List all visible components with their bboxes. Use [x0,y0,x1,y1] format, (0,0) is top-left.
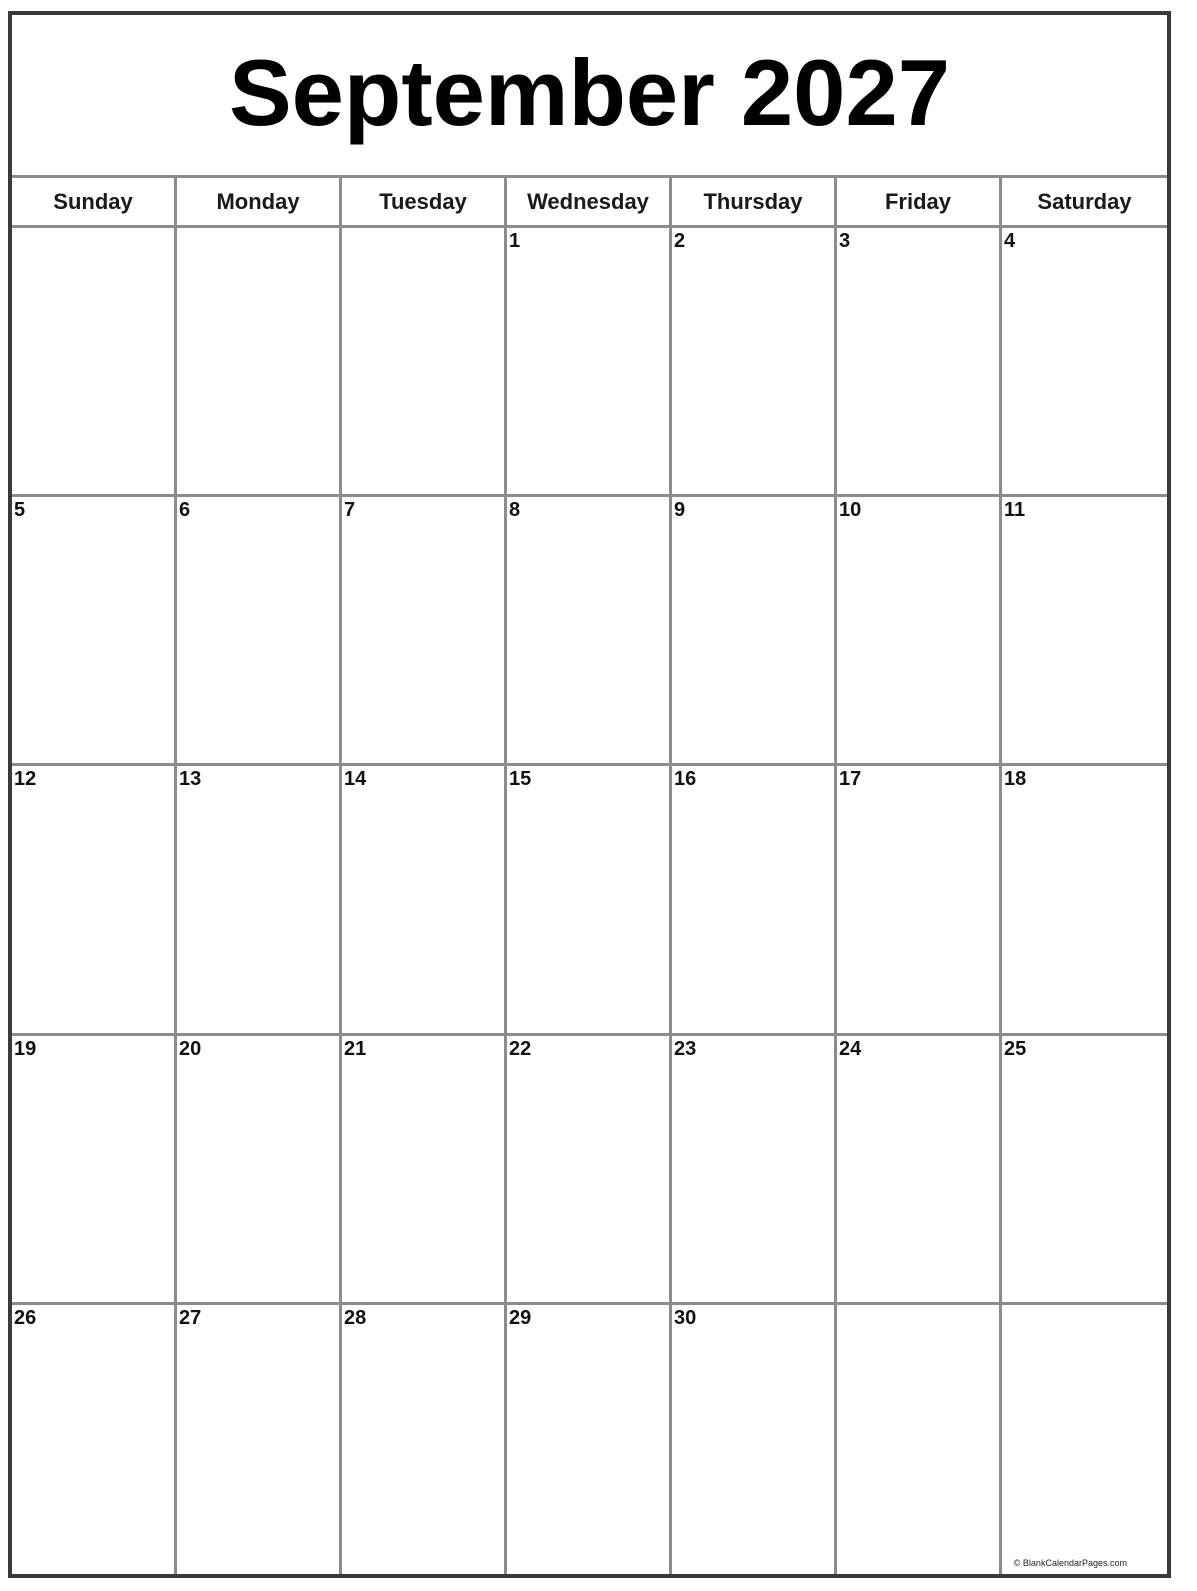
day-cell [12,1036,177,1305]
day-number: 26 [14,1306,37,1329]
day-number: 27 [179,1306,202,1329]
day-cell [672,228,837,497]
day-number: 28 [344,1306,367,1329]
day-cell [507,497,672,766]
day-cell [837,228,1002,497]
empty-day-cell [1002,1305,1167,1574]
day-cell [177,766,342,1035]
day-number: 16 [674,768,697,791]
day-cell [342,497,507,766]
day-cell [342,766,507,1035]
day-cell [12,497,177,766]
day-number: 25 [1004,1037,1027,1060]
day-cell [1002,766,1167,1035]
day-cell [1002,228,1167,497]
day-number: 17 [839,768,862,791]
day-cell [12,1305,177,1574]
day-number: 15 [509,768,532,791]
weekday-header-friday: Friday [837,178,1002,228]
day-number: 1 [509,230,521,252]
weekday-header-saturday: Saturday [1002,178,1167,228]
day-number: 19 [14,1037,37,1060]
weekday-header-monday: Monday [177,178,342,228]
day-cell [837,766,1002,1035]
day-number: 13 [179,768,202,791]
day-number: 22 [509,1037,532,1060]
day-number: 12 [14,768,37,791]
day-number: 14 [344,768,367,791]
empty-day-cell [342,228,507,497]
day-cell [507,1036,672,1305]
day-cell [1002,1036,1167,1305]
day-number: 6 [179,499,191,522]
calendar [8,11,1171,1578]
day-cell [177,1036,342,1305]
day-cell [342,1305,507,1574]
calendar-title: September 2027 [228,40,951,145]
title-bar [12,15,1167,178]
weekday-header-wednesday: Wednesday [507,178,672,228]
day-cell [12,766,177,1035]
weekday-header-tuesday: Tuesday [342,178,507,228]
day-cell [672,1305,837,1574]
day-number: 21 [344,1037,367,1060]
day-cell [837,497,1002,766]
calendar-grid [12,178,1167,1574]
day-cell [837,1036,1002,1305]
day-cell [507,766,672,1035]
day-cell [342,1036,507,1305]
day-number: 5 [14,499,26,522]
credit-text: © BlankCalendarPages.com [1013,1558,1127,1568]
day-number: 3 [839,230,851,252]
day-cell [177,497,342,766]
empty-day-cell [177,228,342,497]
day-cell [1002,497,1167,766]
empty-day-cell [12,228,177,497]
day-number: 24 [839,1037,862,1060]
day-cell [507,228,672,497]
day-number: 20 [179,1037,202,1060]
day-cell [672,766,837,1035]
day-number: 2 [674,230,686,252]
day-number: 9 [674,499,686,522]
day-number: 30 [674,1306,697,1329]
day-cell [177,1305,342,1574]
day-number: 23 [674,1037,697,1060]
day-cell [672,497,837,766]
day-number: 8 [509,499,521,522]
day-cell [672,1036,837,1305]
day-number: 10 [839,499,862,522]
empty-day-cell [837,1305,1002,1574]
day-number: 4 [1004,230,1016,252]
day-number: 7 [344,499,356,522]
weekday-header-sunday: Sunday [12,178,177,228]
day-cell [507,1305,672,1574]
day-number: 18 [1004,768,1027,791]
weekday-header-thursday: Thursday [672,178,837,228]
day-number: 11 [1004,499,1026,522]
day-number: 29 [509,1306,532,1329]
